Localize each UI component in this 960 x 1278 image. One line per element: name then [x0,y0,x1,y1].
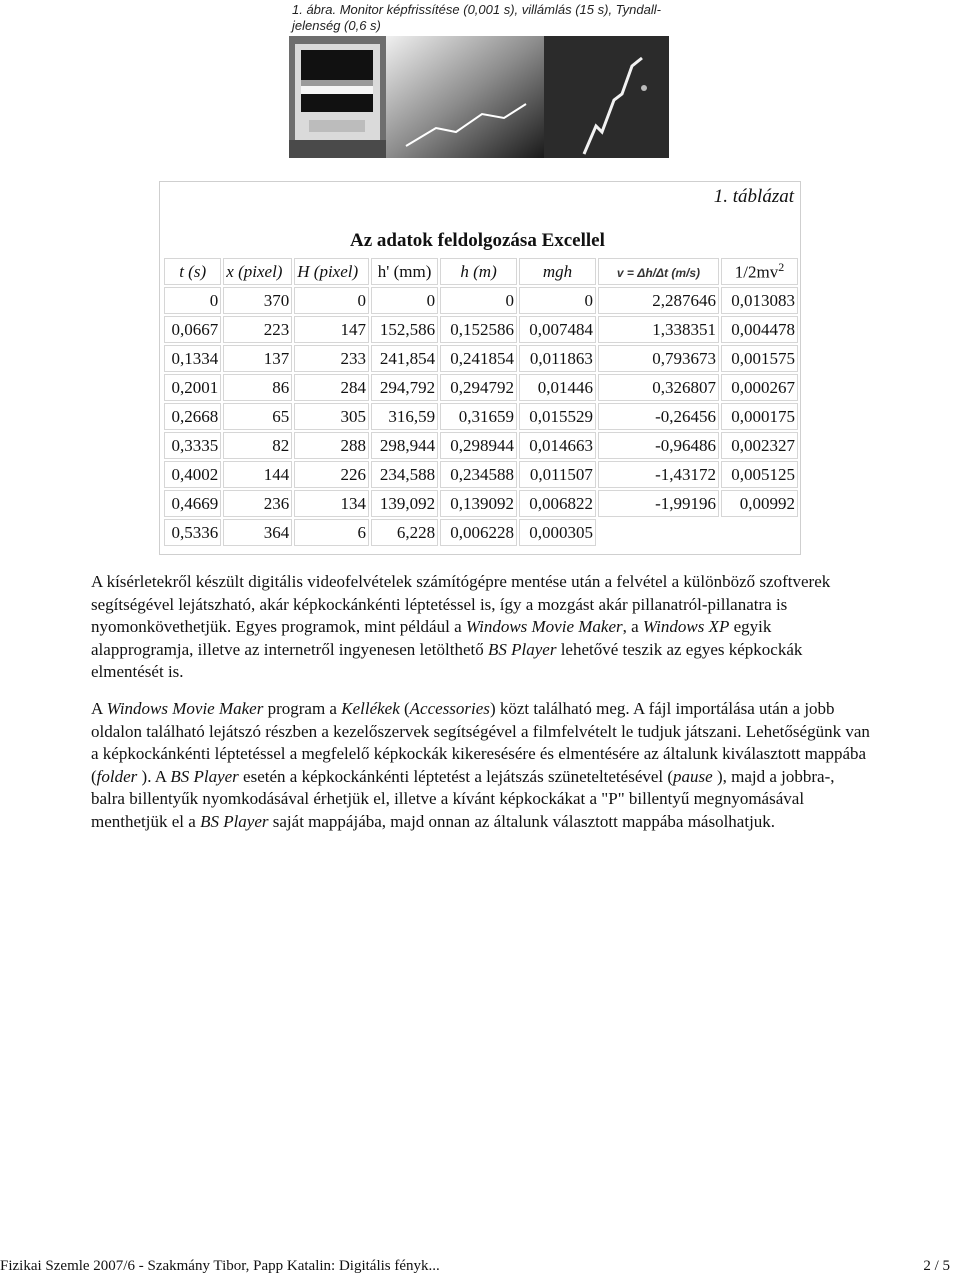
table-cell: 0,31659 [440,403,517,430]
data-table [162,256,800,548]
table-row [164,403,798,430]
table-cell: -1,99196 [598,490,719,517]
table-row [164,345,798,372]
table-cell: 1,338351 [598,316,719,343]
table-cell: 0,298944 [440,432,517,459]
table-cell: 0,005125 [721,461,798,488]
text-run: Windows Movie Maker [465,617,623,637]
figure [289,0,669,160]
header-mgh: mgh [519,258,596,285]
table-cell: 6,228 [371,519,438,546]
text-run: Kellékek [341,698,400,718]
tyndall-photo [544,36,669,158]
header-t: t (s) [164,258,221,285]
text-run: folder [96,766,138,786]
table-cell: 0,4002 [164,461,221,488]
text-run: BS Player [170,766,239,786]
table-cell: 0,5336 [164,519,221,546]
table-cell: 82 [223,432,292,459]
table-cell: 0,0667 [164,316,221,343]
text-run: ( [399,698,410,718]
table-cell: 0,00992 [721,490,798,517]
text-run: ), majd a jobbra-, balra billentyűk nyomkodásával érhetjük el, illetve a kívánt képkockákat a "P" billentyű megnyomásával menthetjük el a [91,766,835,831]
table-cell: 2,287646 [598,287,719,314]
table-cell: 6 [294,519,369,546]
page-number: 2 / 5 [923,1258,950,1274]
table-cell: 0,006822 [519,490,596,517]
table-cell: 0,793673 [598,345,719,372]
paragraph-1 [91,571,871,684]
header-x: x (pixel) [223,258,292,285]
table-cell: 294,792 [371,374,438,401]
table-cell: 226 [294,461,369,488]
text-run: ). A [137,766,171,786]
table-cell: 0,294792 [440,374,517,401]
monitor-photo [289,36,386,158]
text-run: A [91,698,107,718]
table-cell: 288 [294,432,369,459]
figure-caption-line2: jelenség (0,6 s) [292,18,381,33]
table-cell: 364 [223,519,292,546]
text-run: , a [622,617,643,637]
table-cell: 0,000305 [519,519,596,546]
table-cell [598,519,719,546]
table-cell: 0,011507 [519,461,596,488]
table-cell: -0,26456 [598,403,719,430]
text-run: esetén a képkockánkénti léptetést a lejátszás szüneteltetésével ( [238,766,674,786]
table-cell [721,519,798,546]
text-run: BS Player [200,811,269,831]
table-cell: 65 [223,403,292,430]
table-cell: 0,000175 [721,403,798,430]
table-cell: 0,011863 [519,345,596,372]
table-row [164,374,798,401]
table-cell: 370 [223,287,292,314]
table-cell: 0,002327 [721,432,798,459]
table-title: Az adatok feldolgozása Excellel [350,230,605,251]
table-cell: 0,2668 [164,403,221,430]
text-run: pause [673,766,713,786]
table-cell: 284 [294,374,369,401]
table-cell: 0,139092 [440,490,517,517]
text-run: ) közt található meg. A fájl importálása után a jobb oldalon található lejátszó részben a kezelőszervek segítségével a filmfelvételt le tudjuk játszani. Lehetőségünk van a képkockánkénti léptetéssel a megfelelő képkockák kikeresésére és elmentésére az általunk kiválasztott mappába ( [91,698,870,786]
table-cell: -0,96486 [598,432,719,459]
text-run: Windows Movie Maker [106,698,264,718]
table-cell: 137 [223,345,292,372]
header-H: H (pixel) [294,258,369,285]
table-cell: 147 [294,316,369,343]
table-cell: 0 [164,287,221,314]
table-cell: 0,014663 [519,432,596,459]
table-cell: 0 [519,287,596,314]
table-row [164,519,798,546]
text-run: BS Player [488,639,557,659]
table-cell: 0,004478 [721,316,798,343]
table-cell: 223 [223,316,292,343]
table-cell: 152,586 [371,316,438,343]
header-h: h (m) [440,258,517,285]
table-cell: 0,000267 [721,374,798,401]
lightning-photo [386,36,544,158]
figure-caption [292,2,672,34]
table-cell: -1,43172 [598,461,719,488]
text-run: Accessories [409,698,490,718]
text-run: program a [263,698,342,718]
table-cell: 0,015529 [519,403,596,430]
table-cell: 0,01446 [519,374,596,401]
table-cell: 0,326807 [598,374,719,401]
table-label: 1. táblázat [713,186,794,207]
table-cell: 144 [223,461,292,488]
table-cell: 134 [294,490,369,517]
table-cell: 139,092 [371,490,438,517]
text-run: egyik alapprogramja, illetve az internetről ingyenesen letölthető [91,617,772,659]
table-row [164,490,798,517]
text-run: saját mappájába, majd onnan az általunk választott mappába másolhatjuk. [268,811,776,831]
table-cell: 0,2001 [164,374,221,401]
table-cell: 0,241854 [440,345,517,372]
table-row [164,461,798,488]
paragraph-2 [91,698,871,834]
page-footer-source: Fizikai Szemle 2007/6 - Szakmány Tibor, Papp Katalin: Digitális fényk... [0,1258,440,1274]
table-cell: 86 [223,374,292,401]
table-cell: 236 [223,490,292,517]
header-v: v = Δh/Δt (m/s) [598,258,719,285]
table-cell: 0,001575 [721,345,798,372]
table-cell: 0,234588 [440,461,517,488]
figure-caption-line1: 1. ábra. Monitor képfrissítése (0,001 s), villámlás (15 s), Tyndall- [292,2,661,17]
header-energy: $1/2mv^2$ [721,258,798,285]
data-table-box [159,181,801,555]
table-cell: 241,854 [371,345,438,372]
table-cell: 0,013083 [721,287,798,314]
table-cell: 0,007484 [519,316,596,343]
table-cell: 305 [294,403,369,430]
table-cell: 298,944 [371,432,438,459]
table-row [164,316,798,343]
table-cell: 0,4669 [164,490,221,517]
table-cell: 234,588 [371,461,438,488]
table-row [164,287,798,314]
text-run: Windows XP [642,617,730,637]
table-cell: 0,152586 [440,316,517,343]
text-run: lehetővé teszik az egyes képkockák elmentését is. [91,639,803,682]
table-cell: 316,59 [371,403,438,430]
table-cell: 0 [294,287,369,314]
table-cell: 0,006228 [440,519,517,546]
text-run: A kísérletekről készült digitális videofelvételek számítógépre mentése után a felvétel a különböző szoftverek segítségével lejátszható, akár képkockánkénti léptetéssel is, így a mozgást akár pillanatról-pillanatra is nyomonkövethetjük. Egyes programok, mint például a [91,572,831,637]
table-cell: 0 [371,287,438,314]
table-row [164,432,798,459]
table-cell: 0,1334 [164,345,221,372]
table-header-row [164,258,798,285]
table-cell: 0 [440,287,517,314]
table-cell: 0,3335 [164,432,221,459]
article-body [91,571,871,848]
header-h-prime: h' (mm) [371,258,438,285]
table-cell: 233 [294,345,369,372]
